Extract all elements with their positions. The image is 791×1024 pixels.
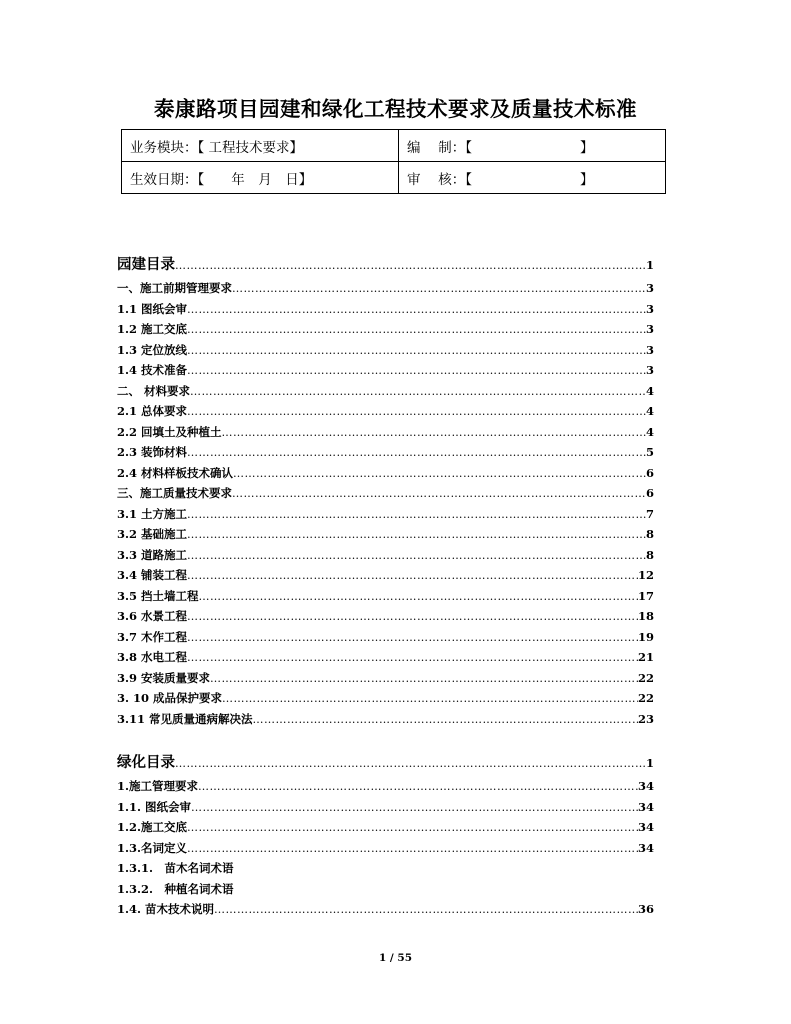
toc-entry[interactable] <box>117 442 654 463</box>
toc-entry-label: 3.5 挡土墙工程 <box>117 588 199 603</box>
toc-leader <box>190 382 646 402</box>
toc-page-number: 22 <box>637 691 654 705</box>
toc-entry[interactable] <box>117 278 654 299</box>
toc-entry[interactable] <box>117 879 654 900</box>
toc-entry[interactable] <box>117 627 654 648</box>
toc-green <box>117 750 654 920</box>
toc-leader <box>214 900 638 920</box>
toc-page-number: 8 <box>645 527 654 541</box>
toc-leader <box>187 300 646 320</box>
toc-entry[interactable] <box>117 838 654 859</box>
meta-reviewer: 审 核：【 】 <box>399 162 666 194</box>
toc-page-number: 34 <box>637 779 654 793</box>
toc-entry[interactable] <box>117 858 654 879</box>
toc-entry-label: 3.3 道路施工 <box>117 547 188 562</box>
toc-entry-label: 2.1 总体要求 <box>117 404 188 418</box>
toc-entry-label: 1.4. 苗木技术说明 <box>117 902 215 916</box>
toc-page-number: 23 <box>637 711 654 726</box>
toc-page-number: 12 <box>637 568 654 582</box>
toc-entry-label: 3.2 基础施工 <box>117 527 188 541</box>
toc-leader <box>187 546 646 566</box>
toc-leader <box>187 607 638 627</box>
toc-page-number: 4 <box>645 404 654 418</box>
toc-entry-label: 2.2 回填土及种植土 <box>117 424 222 439</box>
toc-entry-label: 3.11 常见质量通病解决法 <box>117 711 253 726</box>
toc-leader <box>187 361 646 381</box>
toc-entry[interactable] <box>117 709 654 730</box>
toc-page-number: 8 <box>645 547 654 562</box>
toc-page-number: 6 <box>645 486 654 500</box>
toc-entry[interactable] <box>117 422 654 443</box>
toc-entry-label: 1.3.2. 种植名词术语 <box>117 881 234 896</box>
toc-garden <box>117 252 654 729</box>
toc-page-number: 4 <box>645 383 654 398</box>
toc-entry[interactable] <box>117 899 654 920</box>
toc-heading-label: 园建目录 <box>117 256 175 273</box>
toc-page-number: 3 <box>645 281 654 295</box>
toc-leader <box>187 818 638 838</box>
toc-page-number: 21 <box>637 650 654 664</box>
toc-page-number: 22 <box>637 670 654 685</box>
toc-heading-green[interactable] <box>117 750 654 776</box>
toc-leader <box>187 505 646 525</box>
toc-entry[interactable] <box>117 319 654 340</box>
toc-page-number: 3 <box>645 301 654 316</box>
toc-leader <box>187 341 646 361</box>
toc-entry[interactable] <box>117 401 654 422</box>
toc-entry[interactable] <box>117 483 654 504</box>
toc-page-number: 36 <box>637 902 654 916</box>
toc-entry[interactable] <box>117 688 654 709</box>
toc-entry[interactable] <box>117 545 654 566</box>
toc-entry[interactable] <box>117 299 654 320</box>
document-title: 泰康路项目园建和绿化工程技术要求及质量技术标准 <box>154 97 637 121</box>
toc-page-number: 34 <box>637 799 654 814</box>
toc-entry[interactable] <box>117 360 654 381</box>
meta-editor: 编 制：【 】 <box>399 130 666 162</box>
toc-entry[interactable] <box>117 463 654 484</box>
document-meta-table <box>121 129 666 194</box>
toc-leader <box>232 279 646 299</box>
toc-entry-label: 1.2 施工交底 <box>117 322 188 336</box>
toc-leader <box>210 669 638 689</box>
toc-entry-label: 3.1 土方施工 <box>117 506 188 521</box>
toc-entry[interactable] <box>117 776 654 797</box>
toc-page-number: 5 <box>645 445 654 459</box>
toc-entry-label: 3.7 木作工程 <box>117 629 188 644</box>
toc-entry-label: 三、施工质量技术要求 <box>117 486 232 500</box>
toc-entry[interactable] <box>117 340 654 361</box>
page-indicator: 1 / 55 <box>378 952 413 964</box>
toc-entry-label: 一、施工前期管理要求 <box>117 281 232 295</box>
toc-entry-label: 1.1 图纸会审 <box>117 301 188 316</box>
toc-page-number: 7 <box>645 506 654 521</box>
toc-entry-label: 1.施工管理要求 <box>117 779 199 793</box>
toc-leader <box>187 628 638 648</box>
toc-heading-garden[interactable] <box>117 252 654 278</box>
toc-leader <box>187 402 646 422</box>
toc-entry-label: 1.4 技术准备 <box>117 363 188 377</box>
toc-leader <box>232 484 646 504</box>
toc-leader <box>199 587 638 607</box>
toc-leader <box>175 751 646 776</box>
toc-leader <box>187 648 638 668</box>
toc-entry[interactable] <box>117 504 654 525</box>
toc-entry-label: 1.3.1. 苗木名词术语 <box>117 861 234 875</box>
toc-leader <box>187 525 646 545</box>
toc-heading-label: 绿化目录 <box>117 754 175 771</box>
toc-entry-label: 1.3 定位放线 <box>117 342 188 357</box>
toc-leader <box>253 710 638 730</box>
toc-leader <box>187 566 638 586</box>
toc-entry-label: 3.8 水电工程 <box>117 650 188 664</box>
toc-leader <box>233 464 646 484</box>
toc-leader <box>187 443 646 463</box>
toc-leader <box>222 689 638 709</box>
toc-page-number: 3 <box>645 342 654 357</box>
toc-page-number: 3 <box>645 322 654 336</box>
meta-module: 业务模块：【 工程技术要求】 <box>122 130 399 162</box>
toc-leader <box>187 839 638 859</box>
toc-leader <box>198 777 638 797</box>
meta-effective-date: 生效日期：【 年 月 日】 <box>122 162 399 194</box>
toc-entry-label: 1.2.施工交底 <box>117 820 188 834</box>
toc-entry[interactable] <box>117 817 654 838</box>
toc-page-number: 6 <box>645 465 654 480</box>
toc-page-number: 4 <box>645 424 654 439</box>
toc-page-number: 1 <box>645 258 654 272</box>
toc-page-number: 34 <box>637 840 654 855</box>
toc-leader <box>191 798 638 818</box>
toc-page-number: 18 <box>637 609 654 623</box>
toc-entry-label: 3.4 铺装工程 <box>117 568 188 582</box>
toc-page-number: 19 <box>637 629 654 644</box>
toc-entry[interactable] <box>117 668 654 689</box>
toc-entry-label: 1.3.名词定义 <box>117 840 188 855</box>
toc-leader <box>222 423 646 443</box>
toc-entry-label: 2.3 装饰材料 <box>117 445 188 459</box>
toc-page-number: 17 <box>637 588 654 603</box>
toc-entry-label: 3.9 安装质量要求 <box>117 670 211 685</box>
toc-entry[interactable] <box>117 524 654 545</box>
toc-entry[interactable] <box>117 606 654 627</box>
toc-entry-label: 3.6 水景工程 <box>117 609 188 623</box>
toc-entry-label: 3. 10 成品保护要求 <box>117 691 223 705</box>
toc-leader <box>175 253 646 278</box>
toc-entry[interactable] <box>117 586 654 607</box>
toc-entry[interactable] <box>117 565 654 586</box>
toc-entry[interactable] <box>117 381 654 402</box>
toc-page-number: 1 <box>645 756 654 770</box>
toc-entry-label: 二、 材料要求 <box>117 383 191 398</box>
toc-entry[interactable] <box>117 647 654 668</box>
toc-entry-label: 1.1. 图纸会审 <box>117 799 192 814</box>
toc-page-number: 34 <box>637 820 654 834</box>
toc-page-number: 3 <box>645 363 654 377</box>
toc-entry[interactable] <box>117 797 654 818</box>
toc-entry-label: 2.4 材料样板技术确认 <box>117 465 234 480</box>
toc-leader <box>187 320 646 340</box>
